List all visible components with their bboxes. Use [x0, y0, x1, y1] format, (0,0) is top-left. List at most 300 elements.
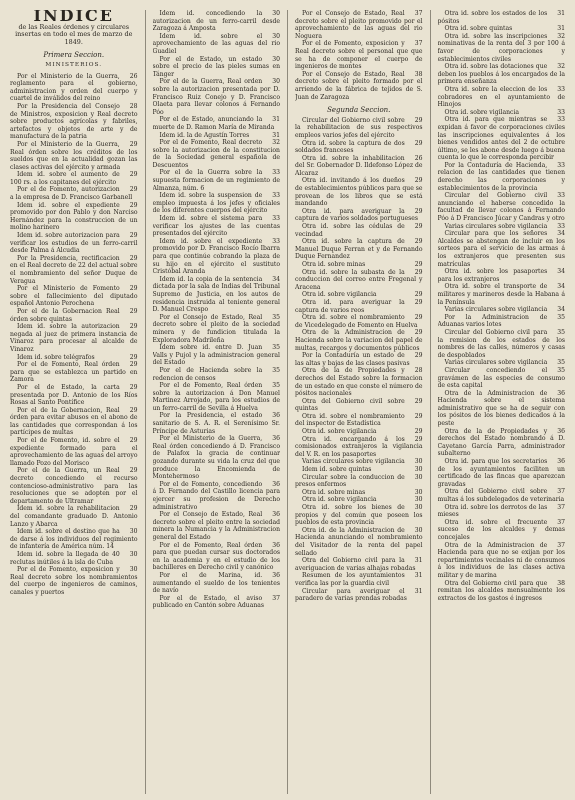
entry-page-number: 34 [557, 306, 565, 314]
entry-page-number: 33 [272, 215, 280, 223]
entry-text: Idem id. sobre el aprovechamiento de las aguas del rio Guadiel [152, 32, 280, 55]
entry-page-number: 30 [272, 55, 280, 63]
entry-text: Idem sobre id. entre D. Juan Valls y Pujol y la administracion general del Estado [152, 344, 280, 367]
entry-page-number: 29 [414, 314, 423, 322]
entry-page-number: 30 [414, 458, 423, 466]
entry-page-number: 29 [129, 323, 138, 331]
index-entry [295, 208, 423, 223]
index-entry [438, 10, 566, 25]
entry-page-number: 29 [414, 329, 423, 337]
entry-text: Idem id. sobre telégrafos [17, 353, 95, 361]
entry-page-number: 38 [414, 70, 423, 78]
entry-page-number: 33 [557, 108, 565, 116]
entry-page-number: 30 [414, 466, 423, 474]
entry-text: Idem id. sobre la suspension de empleo impuesta á los jefes y oficiales de los diferentes cuerpos del ejército [152, 192, 280, 215]
index-entry [295, 10, 423, 40]
entry-text: Varias circulares sobre vigilancia [302, 458, 405, 466]
entry-text: Circular para averiguar el paradero de varias prendas robadas [295, 587, 407, 603]
entry-page-number: 29 [414, 139, 423, 147]
entry-text: Por el de Fomento, id. sobre el expediente formado para el aprovechamiento de las aguas del arroyo llamado Pozo del Morisco [10, 437, 138, 467]
entry-text: Por la Presidencia, rectificacion en el Real decreto de 22 del actual sobre el nombramiento del señor Duque de Veragua [10, 254, 138, 285]
index-entry [153, 139, 281, 169]
entry-text: Idem id. sobre el expediente promovido por D. Francisco Rocío Ibarra para que continúe cobrando la plaza de su hijo en el ejército el sustituto Cristóbal Aranda [152, 237, 280, 276]
entry-text: Otra de la de Propiedades y derechos del Estado sobre la formacion de un estado en que conste el número de pósitos nacionales [295, 367, 423, 398]
entry-page-number: 29 [129, 171, 138, 179]
entry-page-number: 29 [414, 291, 423, 299]
column-4 [438, 10, 566, 794]
entry-page-number: 30 [129, 550, 138, 558]
entry-page-number: 33 [272, 192, 280, 200]
entry-page-number: 29 [129, 140, 138, 148]
entry-page-number: 35 [272, 313, 280, 321]
index-entry [153, 367, 281, 382]
index-entry [153, 132, 281, 140]
entry-text: Resumen de los ayuntamientos verifica las por la guardia civil [295, 572, 405, 587]
entry-text: Otra id. para que mientras se expidan á favor de corporaciones civiles las inscripciones equivalentes á los bienes vendidos antes del 2 de octubre último, se les abone desde luego á buena cuenta lo que le corresponda percibir [437, 116, 565, 162]
entry-page-number: 37 [557, 488, 565, 496]
entry-text: Otra id. sobre el transporte de militares y marineros desde la Habana á la Península [437, 283, 565, 306]
entry-text: Por el de la Guerra, un Real decreto concediendo el recurso contencioso-administrativo para las resoluciones que se adopten por el departamento de Ultramar [10, 467, 138, 505]
entry-page-number: 30 [414, 473, 423, 481]
index-entry [438, 230, 566, 268]
index-entry [438, 519, 566, 542]
entry-page-number: 29 [129, 361, 138, 369]
index-entry [153, 169, 281, 192]
index-entry [295, 352, 423, 367]
index-entry [295, 177, 423, 207]
entry-text: Idem id. sobre el expediente promovido por don Pablo y don Narciso Hernández para la construccion de un molino harinero [10, 201, 138, 232]
entry-page-number: 30 [272, 78, 280, 86]
index-entry [10, 437, 138, 467]
index-entry [438, 367, 566, 390]
entry-page-number: 35 [557, 359, 565, 367]
index-entry [438, 306, 566, 314]
entry-text: Circular sobre la conduccion de presos enfermos [295, 473, 405, 489]
column-3 [295, 10, 423, 794]
entry-text: Por el Ministerio de la Guerra, Real órden concediendo á D. Francisco de Palafox la gracia de continuar gozando durante su vida la cruz del que produce la Encomienda de Montehermoso [152, 435, 280, 481]
entry-text: Idem id. sobre el sistema para verificar los ajustes de las cuentas presentados del ejército [152, 215, 280, 238]
entry-page-number: 33 [557, 116, 565, 124]
index-entry [438, 580, 566, 603]
index-entry [295, 291, 423, 299]
entry-page-number: 35 [272, 344, 280, 352]
index-entry [438, 428, 566, 458]
entry-text: Por el de Fomento, Real órden para que puedan cursar sus doctorados en la academia y en el estudio de los bachilleres en Derecho civil y canónico [152, 541, 280, 572]
index-entry [438, 488, 566, 503]
index-entry [295, 489, 423, 497]
entry-page-number: 26 [129, 72, 138, 80]
entry-page-number: 29 [129, 186, 138, 194]
entry-page-number: 35 [557, 313, 565, 321]
entry-text: Circular del Gobierno civil sobre la rehabilitacion de sus respectivos empleos varios jefes del ejército [295, 116, 423, 139]
entry-page-number: 29 [414, 412, 423, 420]
index-entry [295, 261, 423, 269]
index-entry [438, 63, 566, 86]
entry-page-number: 36 [557, 389, 565, 397]
index-entry [10, 285, 138, 308]
index-entry [10, 141, 138, 171]
entry-text: Circular para que los señores Alcaldes se abstengan de incluir en los sorteos para el servicio de las armas á los extranjeros que presenten sus matrículas [437, 230, 565, 268]
entry-page-number: 31 [272, 116, 280, 124]
index-entry [153, 595, 281, 610]
index-entry [153, 56, 281, 79]
entry-text: Otra id. sobre vigilancia [444, 108, 520, 116]
entry-text: Varias circulares sobre vigilancia [444, 222, 548, 230]
entry-page-number: 36 [272, 435, 280, 443]
index-entry [438, 223, 566, 231]
entry-text: Por el Consejo de Estado, Real decreto sobre el pleito promovido por el aprovechamiento de las aguas del rio Noguera [295, 10, 423, 40]
entry-text: Otra de la Administracion de Hacienda sobre la variacion del papel de multas, recargos y documentos públicos [295, 329, 423, 352]
entry-text: Por el de Fomento, autorizacion a la empresa de D. Francisco Garbanell [10, 186, 133, 202]
index-entry [10, 186, 138, 201]
entry-page-number: 30 [272, 10, 280, 17]
entry-text: Otra id. de la Administracion de Hacienda anunciando el nombramiento del Visitador de la renta del papel sellado [295, 526, 423, 557]
entry-text: Por el Consejo de Estado, Real decreto sobre el pleito formado por el arriendo de la fábrica de tejidos de S. Juan de Zaragoza [295, 70, 423, 101]
section-heading-1: Primera Seccion. [43, 51, 105, 60]
index-entry [295, 588, 423, 603]
index-entry [295, 572, 423, 587]
entry-text: Por el Ministerio de Fomento sobre el fallecimiento del diputado español Antonio Perochena [10, 285, 138, 308]
entry-text: Idem id. sobre la rehabilitacion del comandante graduado D. Antonio Lanzo y Abarca [10, 505, 138, 528]
index-entry [438, 25, 566, 33]
entry-page-number: 29 [414, 207, 423, 215]
entry-text: Varias circulares sobre vigilancia [444, 306, 548, 314]
entry-page-number: 30 [414, 496, 423, 504]
index-entry [295, 436, 423, 459]
entry-text: Por el de la Guerra sobre la supuesta formacion de un regimiento de Almanza, núm. 6 [152, 169, 280, 192]
column-2 [153, 10, 281, 794]
index-entry [295, 466, 423, 474]
index-entry [295, 504, 423, 527]
index-entry [295, 155, 423, 178]
entry-text: Otra id. sobre la eleccion de los cobradores en el ayuntamiento de Hinojos [437, 85, 565, 109]
index-entry [10, 384, 138, 407]
index-entry [438, 504, 566, 519]
entry-page-number: 29 [129, 383, 138, 391]
subsection-heading: MINISTERIOS. [45, 61, 103, 68]
entry-text: Otra del Gobierno civil sobre multas á los subdelegados de veterinaria [437, 488, 565, 503]
index-entry [10, 551, 138, 566]
index-entry [153, 192, 281, 215]
index-entry [295, 428, 423, 436]
entry-text: Por el de Estado, anunciando la muerte de D. Ramon María de Miranda [152, 116, 275, 131]
entry-text: Otra id. sobre las cédulas de vecindad [295, 223, 405, 238]
entry-text: Por el Consejo de Estado, Real decreto sobre el pleito de la sociedad minera y de fundicion titulada la Exploradora Madrileña [152, 313, 280, 344]
entry-text: Por el de la Gobernacion, Real órden para evitar abusos en el abono de las cantidades que correspondan á los partícipes de multas [10, 406, 138, 437]
entry-page-number: 35 [272, 366, 280, 374]
entry-page-number: 33 [557, 222, 565, 230]
index-entry [10, 73, 138, 103]
entry-text: Por el de Marina, id. aumentando el sueldo de los tenientes de navío [152, 571, 280, 595]
entry-text: Idem id. sobre autorizacion para verificar los estudios de un ferro-carril desde Palma á Alcudia [10, 232, 138, 255]
index-entry [10, 103, 138, 141]
index-entry [295, 367, 423, 397]
index-entry [295, 299, 423, 314]
entry-text: Idem id. sobre el aumento de 100 rs. a los capitanes del ejército [10, 171, 120, 186]
index-entry [295, 40, 423, 70]
index-entry [10, 407, 138, 437]
entry-text: Por el de la Guerra, Real orden sobre la autorizacion presentada por D. Francisco Ruiz Conejo y D. Francisco Olaeta para llevar colonos á Fernando Póo [152, 78, 280, 116]
entry-page-number: 31 [414, 557, 423, 565]
entry-text: Idem id. sobre quintas [302, 466, 372, 474]
entry-text: Idem id. sobre la autorizacion negada al juez de primera instancia de Vinaroz para procesar al alcalde de Vinaroz [10, 323, 138, 353]
entry-text: Por la Contaduría un estado de las altas y bajas de las clases pasivas [295, 352, 410, 367]
entry-page-number: 33 [272, 237, 280, 245]
entry-page-number: 36 [272, 571, 280, 579]
entry-text: Otra del Gobierno civil para que remitan los alcaldes mensualmente los extractos de los gastos é ingresos [437, 579, 565, 602]
entry-text: Por el de Estado, un estado sobre el precio de las pieles sumas en Tánger [152, 55, 280, 78]
index-entry [438, 192, 566, 222]
entry-page-number: 33 [557, 192, 565, 200]
entry-page-number: 34 [557, 283, 565, 291]
entry-page-number: 29 [414, 177, 423, 185]
index-entry [295, 413, 423, 428]
entry-text: Por el Ministerio de la Guerra, Real órden sobre los créditos de los sueldos que en la actualidad gozan las clases activas del ejército y armada [10, 140, 138, 171]
index-entry [153, 78, 281, 116]
entry-text: Otra id. sobre los derrotos de las mieses [437, 503, 548, 519]
entry-page-number: 37 [557, 518, 565, 526]
entry-text: Otra id. sobre el frecuente suceso de los alcaldes y demas concejales [437, 518, 565, 541]
entry-text: Circular concediendo el gravámen de las especies de consumo de esta capital [437, 366, 565, 390]
index-entry [438, 314, 566, 329]
entry-text: Por la Presidencia del Consejo de Ministros, exposicion y Real decreto sobre productos agrícolas y fabriles, artefactos y objetos de arte y de manufactura de la patria [10, 102, 138, 141]
index-entry [295, 140, 423, 155]
index-entry [10, 505, 138, 528]
index-entry [295, 398, 423, 413]
entry-text: Por el de Fomento, Real órden para que se establezca un partido en Zamora [10, 361, 138, 384]
index-entry [153, 116, 281, 131]
entry-page-number: 31 [272, 131, 280, 139]
entry-page-number: 35 [557, 328, 565, 336]
entry-text: Por el de la Gobernacion Real órden sobre quintas [10, 307, 120, 323]
index-entry [153, 542, 281, 572]
entry-page-number: 29 [129, 437, 138, 445]
index-entry [153, 382, 281, 412]
entry-page-number: 29 [129, 232, 138, 240]
index-entry [153, 481, 281, 511]
index-entry [295, 269, 423, 292]
entry-page-number: 34 [557, 230, 565, 238]
index-entry [10, 232, 138, 255]
index-entry [10, 566, 138, 596]
entry-page-number: 37 [557, 541, 565, 549]
entry-text: Otra de la Administracion de Hacienda para que no se exijan por los repartimientos vecinales ni de consumos á los individuos de las clases activa militar y de marina [437, 541, 565, 579]
entry-text: Por el de Fomento, exposicion y Real decreto sobre el personal que que se ha de componer el cuerpo de ingenieros de montes [295, 40, 423, 71]
entry-text: Otra del Gobierno civil para la averiguacion de varias alhajas robadas [295, 557, 416, 572]
entry-page-number: 29 [129, 467, 138, 475]
index-entry [153, 344, 281, 367]
entry-page-number: 29 [414, 428, 423, 436]
column-divider [430, 10, 431, 794]
index-entry [295, 329, 423, 352]
entry-page-number: 29 [414, 397, 423, 405]
entry-page-number: 36 [557, 427, 565, 435]
entry-text: Por el de Fomento, exposicion y Real decreto sobre los nombramientos del cuerpo de ingenieros de caminos, canales y puertos [10, 566, 138, 596]
entry-text: Por el Ministerio de la Guerra, reglamento para el gobierno, administracion y orden del cuerpo y cuartel de inválidos del reino [10, 72, 138, 103]
entry-page-number: 29 [414, 223, 423, 231]
page-title: INDICE [33, 10, 114, 25]
entry-text: Otra de la de Propiedades y derechos del Estado nombrando á D. Cayetano García Parra, administrador subalterno [437, 427, 565, 458]
index-entry [438, 86, 566, 109]
index-entry [153, 412, 281, 435]
entry-page-number: 31 [414, 587, 423, 595]
entry-page-number: 33 [557, 161, 565, 169]
entry-page-number: 29 [129, 201, 138, 209]
index-entry [438, 283, 566, 306]
entry-page-number: 37 [557, 503, 565, 511]
entry-page-number: 31 [557, 10, 565, 17]
entry-text: Otra id. sobre quintas [444, 25, 513, 33]
entry-page-number: 34 [272, 275, 280, 283]
entry-page-number: 32 [272, 139, 280, 147]
index-entry [153, 238, 281, 276]
index-entry [438, 116, 566, 162]
index-entry [295, 527, 423, 557]
entry-page-number: 29 [414, 298, 423, 306]
entry-text: Otra id. sobre minas [302, 488, 366, 496]
index-entry [153, 276, 281, 314]
entry-page-number: 29 [414, 261, 423, 268]
entry-page-number: 29 [414, 238, 423, 246]
entry-page-number: 33 [557, 85, 565, 93]
entry-page-number: 30 [129, 566, 138, 574]
entry-list-2 [153, 10, 281, 610]
entry-page-number: 29 [129, 406, 138, 414]
index-entry [153, 435, 281, 481]
index-entry [438, 162, 566, 192]
entry-text: Otra id. sobre los pasaportes para los extranjeros [437, 268, 548, 283]
entry-page-number: 29 [129, 307, 138, 315]
entry-page-number: 37 [414, 10, 423, 17]
entry-text: Circular del Gobierno civil anunciando el haberse concedido la facultad de llevar colonos á Fernando Póo á D Francisco Júcar y Candras y otro [437, 192, 565, 223]
index-entry [295, 117, 423, 140]
index-entry [10, 323, 138, 353]
index-entry [153, 314, 281, 344]
index-entry [438, 329, 566, 359]
entry-page-number: 36 [272, 480, 280, 488]
entry-text: Por el de Hacienda sobre la redencion de censos [152, 366, 263, 382]
entry-page-number: 31 [414, 572, 423, 580]
entry-page-number: 36 [557, 458, 565, 466]
entry-text: Idem id. la copia de la sentencia dictada por la sala de Indias del Tribunal Supremo de Justicia, en los autos de residencia instruida al teniente general D. Manuel Crespo [152, 275, 280, 314]
entry-text: Otra del Gobierno civil sobre quintas [295, 397, 405, 413]
entry-text: Otra id. encargando á los comisionados extranjeros la vigilancia del V. R. en los pasaportes [295, 435, 423, 458]
entry-page-number: 36 [272, 541, 280, 549]
entry-text: Por el de Fomento, concediendo á D. Fernando del Castillo licencia para ejercer su profesion de Derecho administrativo [152, 480, 280, 511]
entry-list-3a [295, 10, 423, 101]
index-entry [295, 496, 423, 504]
entry-text: Varias circulares sobre vigilancia [444, 359, 548, 367]
index-entry [438, 109, 566, 117]
column-divider [287, 10, 288, 794]
entry-text: Idem id. concediendo la autorizacion de un ferro-carril desde Zaragoza á Amposta [152, 10, 280, 33]
index-entry [438, 268, 566, 283]
index-entry [153, 572, 281, 595]
entry-text: Otra id. sobre la captura de Manuel Duque Ferran et y de Fernando Duque Fernandez [295, 238, 423, 261]
entry-page-number: 29 [129, 254, 138, 262]
entry-page-number: 29 [414, 116, 423, 124]
entry-text: Otra id. sobre minas [302, 261, 366, 268]
entry-page-number: 26 [414, 154, 423, 162]
section-heading-2: Segunda Seccion. [327, 106, 391, 115]
entry-text: Por la Presidencia, el estado sanitario de S. A. R. el Serenísimo Sr. Príncipe de Asturias [152, 412, 280, 435]
entry-list-1 [10, 73, 138, 597]
index-entry [10, 308, 138, 323]
index-entry [295, 71, 423, 101]
index-entry [295, 458, 423, 466]
entry-text: Otra id. sobre las inscripciones nominativas de la renta del 3 por 100 á favor de corporaciones y establecimientos civiles [437, 32, 565, 63]
entry-text: Otra id. para averiguar la captura de varios soldados portugueses [295, 207, 418, 223]
entry-page-number: 35 [557, 366, 565, 374]
entry-text: Otra id. invitando á los dueños de establecimientos públicos para que se provean de los libros que se está mandando [295, 177, 423, 208]
index-entry [295, 238, 423, 261]
index-entry [295, 223, 423, 238]
entry-text: Idem id. sobre la llegada de 40 reclutas inútiles á la isla de Cuba [10, 550, 120, 566]
columns [10, 10, 565, 794]
entry-page-number: 30 [414, 488, 423, 496]
entry-text: Idem id. la de Agustín Torres [159, 131, 250, 139]
entry-page-number: 31 [557, 25, 565, 33]
entry-text: Circular del Gobierno civil para la remision de los estados de los nombres de las calles, números y casas de despoblados [437, 328, 565, 359]
index-entry [295, 474, 423, 489]
entry-text: Otra id. sobre los estados de los pósitos [437, 10, 548, 25]
entry-page-number: 36 [272, 412, 280, 420]
index-entry [438, 542, 566, 580]
entry-text: Otra id. sobre el nombramiento de Vicedelegado de Fomento en Huelva [295, 314, 418, 329]
entry-text: Otra id. sobre vigilancia [302, 291, 377, 299]
entry-text: Por el Consejo de Estado, Real decreto sobre el pleito entre la sociedad minera la Numancia y la Administracion general del Estado [152, 511, 280, 541]
entry-page-number: 28 [129, 102, 138, 110]
entry-text: Por la Contaduría de Hacienda, relacion de las cantidades que tienen derecho las corporaciones y establecimientos de la provincia [437, 161, 565, 192]
entry-page-number: 29 [414, 352, 423, 360]
entry-text: Otra id. sobre la subasta de la conduccion del correo entre Fregenal y Aracena [295, 268, 423, 291]
index-entry [10, 361, 138, 384]
entry-text: Otra id. sobre el nombramiento del inspector de Estadística [295, 412, 405, 428]
index-entry [10, 354, 138, 362]
index-entry [438, 359, 566, 367]
column-1 [10, 10, 138, 794]
entry-page-number: 29 [129, 285, 138, 293]
entry-page-number: 28 [414, 367, 423, 375]
entry-page-number: 29 [129, 505, 138, 513]
index-entry [153, 215, 281, 238]
entry-page-number: 32 [557, 63, 565, 71]
index-entry [295, 314, 423, 329]
entry-page-number: 29 [414, 435, 423, 443]
entry-text: Otra id. para que los secretarios de los ayuntamientos faciliten un certificado de las fincas que aparezcan gravadas [437, 458, 565, 488]
entry-page-number: 38 [557, 579, 565, 587]
entry-page-number: 30 [272, 32, 280, 40]
entry-text: Idem id. sobre el destino que ha de darse á los individuos del regimiento de infantería de América núm. 14 [10, 528, 138, 551]
entry-page-number: 37 [272, 594, 280, 602]
entry-text: Por el de Estado, la carta presentada por D. Antonio de los Ríos Rosas al Santo Pontífice [10, 383, 138, 407]
entry-page-number: 30 [129, 528, 138, 536]
entry-text: Otra de la Administracion de Hacienda sobre el sistema administrativo que se ha de seguir con los pósitos de los bienes dedicados á la peste [437, 389, 565, 428]
entry-text: Otra id. sobre vigilancia [302, 496, 377, 504]
entry-text: Otra id. sobre los bienes de propios y del común que poseen los pueblos de esta provincia [295, 504, 423, 527]
entry-text: Por el de Fomento, Real decreto sobre la autorizacion de la constitucion de la Sociedad general española de Descuentos [152, 139, 280, 169]
index-entry [438, 458, 566, 488]
index-entry [10, 202, 138, 232]
entry-page-number: 30 [414, 504, 423, 511]
index-entry [10, 467, 138, 505]
entry-page-number: 34 [557, 268, 565, 276]
index-entry [10, 255, 138, 285]
entry-page-number: 30 [414, 526, 423, 534]
index-entry [153, 511, 281, 541]
entry-text: Otra id. sobre las dotaciones que deben los pueblos á los encargados de la primera enseñanza [437, 63, 565, 86]
entry-text: Otra id. para averiguar la captura de varios reos [295, 298, 405, 314]
